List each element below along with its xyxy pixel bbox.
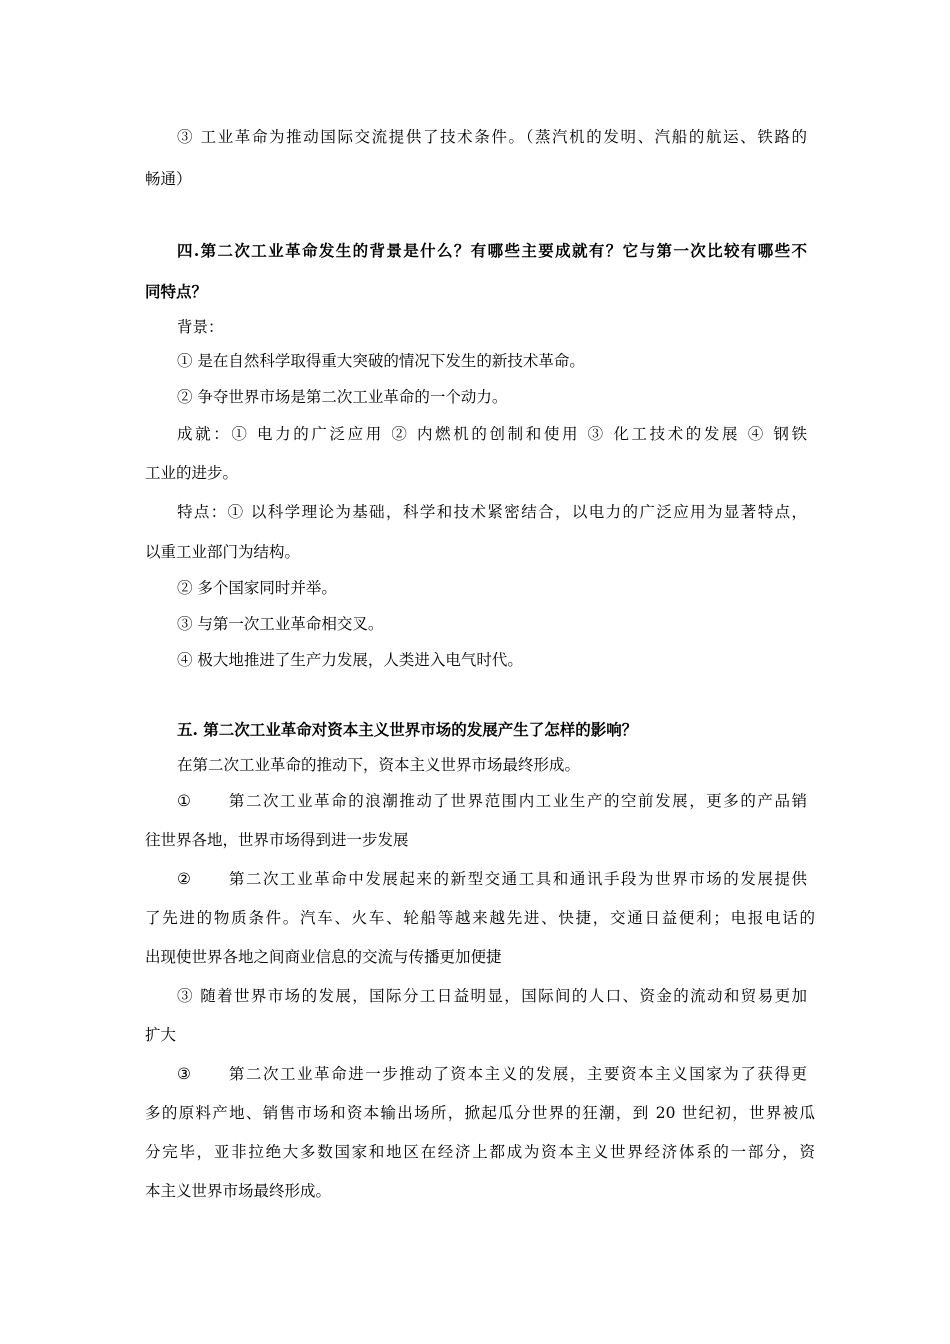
s5-p1-marker: ①	[177, 792, 191, 810]
s5-paragraph3-line2: 扩大	[145, 1026, 177, 1044]
features-line1: 特点：① 以科学理论为基础，科学和技术紧密结合，以电力的广泛应用为显著特点，	[177, 503, 807, 521]
s5-p2-text: 第二次工业革命中发展起来的新型交通工具和通讯手段为世界市场的发展提供	[228, 870, 807, 888]
s5-p2-marker: ②	[177, 870, 191, 888]
s5-paragraph2-line1	[177, 868, 807, 890]
s5-p4-marker: ③	[177, 1065, 191, 1083]
s5-paragraph2-line2: 了先进的物质条件。汽车、火车、轮船等越来越先进、快捷，交通日益便利；电报电话的	[145, 909, 815, 927]
s5-paragraph1-line2: 往世界各地，世界市场得到进一步发展	[145, 831, 409, 849]
s5-p4-text: 第二次工业革命进一步推动了资本主义的发展，主要资本主义国家为了获得更	[228, 1065, 807, 1083]
achievements-line2: 工业的进步。	[145, 464, 239, 482]
s5-paragraph4-line3: 分完毕，亚非拉绝大多数国家和地区在经济上都成为资本主义世界经济体系的一部分，资	[145, 1143, 815, 1161]
section4-heading-line2: 同特点？	[145, 282, 208, 301]
s5-paragraph4-line4: 本主义世界市场最终形成。	[145, 1182, 332, 1200]
section4-heading-line1: 四.第二次工业革命发生的背景是什么？有哪些主要成就有？它与第一次比较有哪些不	[177, 241, 807, 260]
s5-p1-text: 第二次工业革命的浪潮推动了世界范围内工业生产的空前发展，更多的产品销	[228, 792, 807, 810]
features-line2: 以重工业部门为结构。	[145, 543, 301, 561]
s5-paragraph1-line1	[177, 790, 807, 812]
s5-paragraph3-line1: ③ 随着世界市场的发展，国际分工日益明显，国际间的人口、资金的流动和贸易更加	[177, 987, 807, 1005]
background-label: 背景：	[177, 318, 224, 336]
section5-intro: 在第二次工业革命的推动下，资本主义世界市场最终形成。	[177, 756, 581, 774]
feature-item-3: ③ 与第一次工业革命相交叉。	[177, 615, 384, 633]
feature-item-4: ④ 极大地推进了生产力发展，人类进入电气时代。	[177, 651, 523, 669]
s5-paragraph4-line2: 多的原料产地、销售市场和资本输出场所，掀起瓜分世界的狂潮，到 20 世纪初，世界被瓜	[145, 1104, 815, 1122]
achievements-line1: 成就：① 电力的广泛应用 ② 内燃机的创制和使用 ③ 化工技术的发展 ④ 钢铁	[177, 425, 807, 443]
s3-item3-line1: ③ 工业革命为推动国际交流提供了技术条件。（蒸汽机的发明、汽船的航运、铁路的	[177, 128, 807, 146]
background-item-2: ② 争夺世界市场是第二次工业革命的一个动力。	[177, 388, 508, 406]
feature-item-2: ② 多个国家同时并举。	[177, 579, 337, 597]
s5-paragraph4-line1	[177, 1063, 807, 1085]
s5-paragraph2-line3: 出现使世界各地之间商业信息的交流与传播更加便捷	[145, 948, 502, 966]
section5-heading: 五. 第二次工业革命对资本主义世界市场的发展产生了怎样的影响？	[177, 720, 638, 739]
s3-item3-line2: 畅通）	[145, 170, 192, 188]
background-item-1: ① 是在自然科学取得重大突破的情况下发生的新技术革命。	[177, 352, 585, 370]
